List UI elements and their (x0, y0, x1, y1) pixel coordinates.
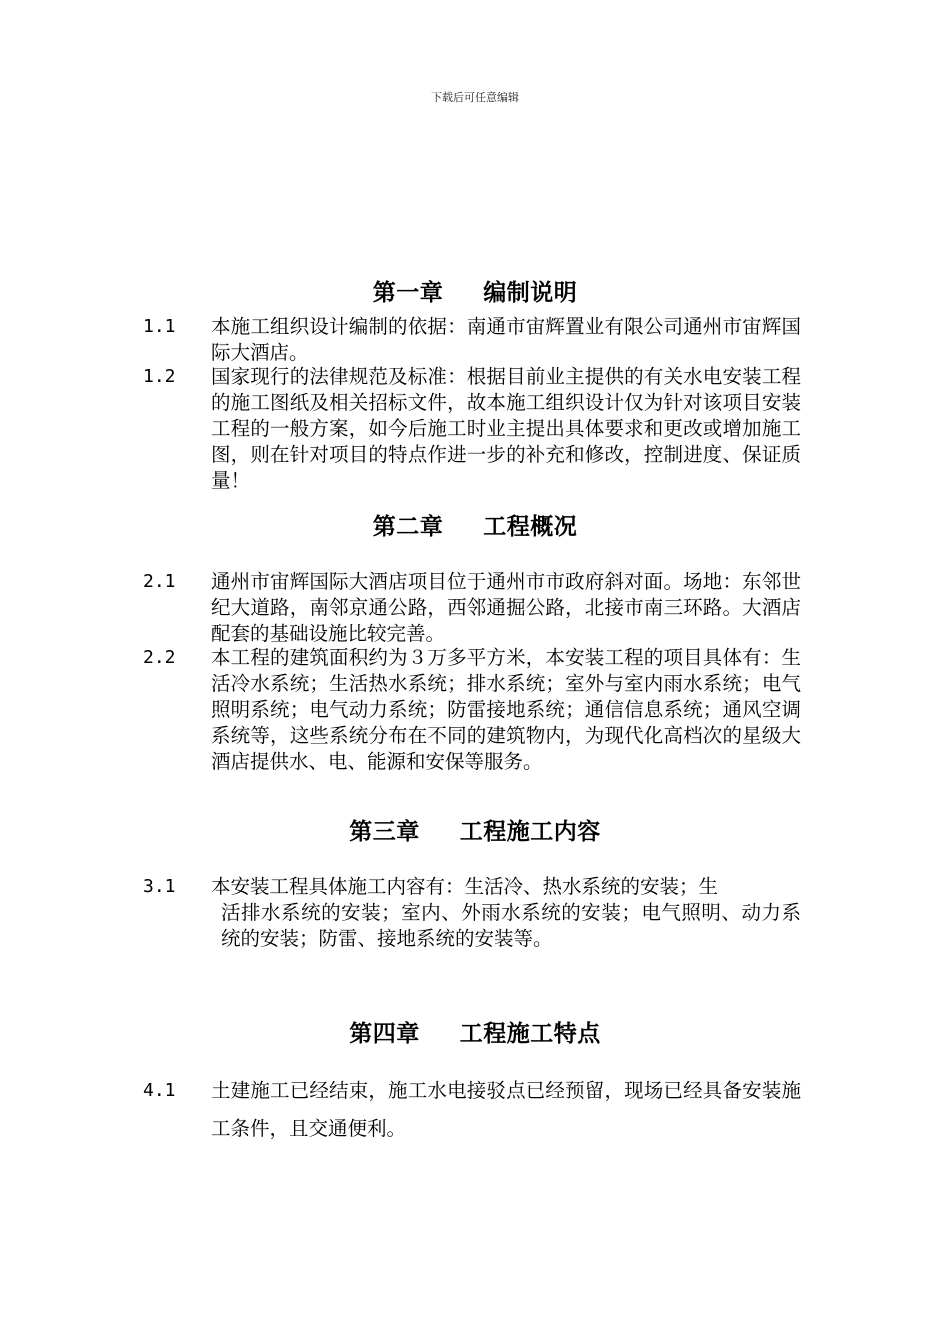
chapter-title: 工程施工特点 (459, 1021, 601, 1047)
chapter-number: 第四章 (349, 1021, 420, 1047)
section-2-2 (143, 645, 803, 775)
section-number: 2.2 (143, 647, 176, 668)
section-2-1 (143, 569, 803, 647)
section-text-first-line: 本安装工程具体施工内容有：生活冷、热水系统的安装；生 (211, 875, 719, 898)
section-text: 通州市宙辉国际大酒店项目位于通州市市政府斜对面。场地：东邻世纪大道路，南邻京通公路，西邻通掘公路，北接市南三环路。大酒店配套的基础设施比较完善。 (211, 570, 801, 645)
section-3-1 (143, 874, 803, 952)
section-text-continuation: 活排水系统的安装；室内、外雨水系统的安装；电气照明、动力系统的安装；防雷、接地系统的安装等。 (221, 901, 801, 950)
section-number: 2.1 (143, 571, 176, 592)
chapter-number: 第一章 (372, 280, 444, 306)
section-number: 4.1 (143, 1080, 176, 1101)
section-text: 本施工组织设计编制的依据：南通市宙辉置业有限公司通州市宙辉国际大酒店。 (211, 315, 801, 364)
chapter-number: 第二章 (372, 514, 444, 540)
chapter-3-heading (0, 813, 950, 846)
section-text: 国家现行的法律规范及标准：根据目前业主提供的有关水电安装工程的施工图纸及相关招标文件，故本施工组织设计仅为针对该项目安装工程的一般方案，如今后施工时业主提出具体要求和更改或增加施工图，则在针对项目的特点作进一步的补充和修改，控制进度、保证质量！ (211, 365, 801, 492)
section-text: 土建施工已经结束，施工水电接驳点已经预留，现场已经具备安装施工条件，且交通便利。 (211, 1079, 801, 1140)
section-text: 本工程的建筑面积约为３万多平方米，本安装工程的项目具体有：生活冷水系统；生活热水系统；排水系统；室外与室内雨水系统；电气照明系统；电气动力系统；防雷接地系统；通信信息系统；通风空调系统等，这些系统分布在不同的建筑物内，为现代化高档次的星级大酒店提供水、电、能源和安保等服务。 (211, 646, 801, 773)
section-text (211, 874, 801, 952)
chapter-title: 工程施工内容 (459, 819, 601, 845)
section-number: 1.2 (143, 366, 176, 387)
chapter-4-heading (0, 1015, 950, 1048)
header-note: 下载后可任意编辑 (431, 91, 519, 104)
section-4-1 (143, 1072, 803, 1148)
chapter-title: 编制说明 (483, 280, 578, 306)
chapter-number: 第三章 (349, 819, 420, 845)
section-number: 1.1 (143, 316, 176, 337)
section-number: 3.1 (143, 876, 176, 897)
chapter-title: 工程概况 (483, 514, 578, 540)
section-1-1 (143, 314, 803, 366)
chapter-1-heading (0, 274, 950, 307)
section-1-2 (143, 364, 803, 494)
chapter-2-heading (0, 508, 950, 541)
